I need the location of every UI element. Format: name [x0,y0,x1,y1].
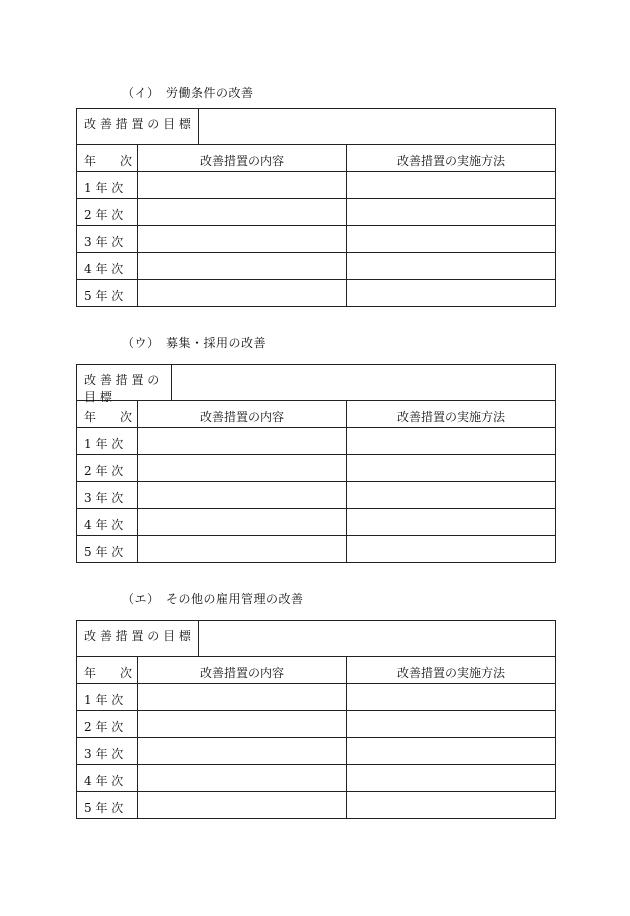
year-label: 2 年 次 [77,199,138,225]
goal-row [77,365,555,404]
table-row [77,764,555,791]
content-cell[interactable] [138,684,347,710]
table-row [77,454,555,481]
table-row [77,737,555,764]
table-row [77,683,555,710]
year-label: 2 年 次 [77,455,138,481]
year-label: 1 年 次 [77,684,138,710]
table-row [77,279,555,306]
method-cell[interactable] [347,765,555,791]
method-cell[interactable] [347,738,555,764]
header-year: 年 次 [77,145,138,171]
method-cell[interactable] [347,455,555,481]
header-method: 改善措置の実施方法 [396,666,505,680]
section-heading-c: （エ） その他の雇用管理の改善 [122,592,304,606]
year-label: 3 年 次 [77,482,138,508]
method-cell[interactable] [347,792,555,818]
method-cell[interactable] [347,509,555,535]
header-year: 年 次 [77,401,138,427]
table-header-row [77,145,555,171]
method-cell[interactable] [347,482,555,508]
year-label: 1 年 次 [77,428,138,454]
content-cell[interactable] [138,711,347,737]
content-cell[interactable] [138,253,347,279]
content-cell[interactable] [138,199,347,225]
section-heading-b: （ウ） 募集・採用の改善 [122,336,267,350]
method-cell[interactable] [347,711,555,737]
method-cell[interactable] [347,536,555,562]
content-cell[interactable] [138,482,347,508]
method-cell[interactable] [347,226,555,252]
year-label: 5 年 次 [77,280,138,306]
section-heading-a: （イ） 労働条件の改善 [122,86,254,100]
table-row [77,252,555,279]
year-label: 4 年 次 [77,509,138,535]
header-method: 改善措置の実施方法 [396,410,505,424]
goal-input-cell[interactable] [199,109,555,144]
content-cell[interactable] [138,509,347,535]
goal-input-cell[interactable] [199,621,555,656]
content-cell[interactable] [138,226,347,252]
header-year: 年 次 [77,657,138,683]
header-content: 改善措置の内容 [138,145,347,171]
year-label: 5 年 次 [77,536,138,562]
plan-table-c [76,620,556,819]
goal-label: 改 善 措 置 の 目 標 [77,109,199,144]
plan-table-a [76,108,556,307]
header-content: 改善措置の内容 [138,657,347,683]
table-row [77,535,555,562]
year-label: 5 年 次 [77,792,138,818]
year-label: 1 年 次 [77,172,138,198]
content-cell[interactable] [138,765,347,791]
year-label: 4 年 次 [77,765,138,791]
table-row [77,508,555,535]
content-cell[interactable] [138,428,347,454]
method-cell[interactable] [347,280,555,306]
content-cell[interactable] [138,280,347,306]
content-cell[interactable] [138,172,347,198]
table-row [77,481,555,508]
table-row [77,427,555,454]
table-row [77,171,555,198]
table-row [77,225,555,252]
table-row [77,198,555,225]
method-cell[interactable] [347,253,555,279]
table-header-row [77,657,555,683]
method-cell[interactable] [347,428,555,454]
year-label: 4 年 次 [77,253,138,279]
header-content: 改善措置の内容 [138,401,347,427]
table-row [77,710,555,737]
goal-label: 改 善 措 置 の 目 標 [77,365,172,400]
method-cell[interactable] [347,199,555,225]
plan-table-b [76,364,556,563]
goal-row [77,621,555,657]
year-label: 2 年 次 [77,711,138,737]
content-cell[interactable] [138,738,347,764]
content-cell[interactable] [138,455,347,481]
content-cell[interactable] [138,792,347,818]
year-label: 3 年 次 [77,226,138,252]
content-cell[interactable] [138,536,347,562]
method-cell[interactable] [347,684,555,710]
method-cell[interactable] [347,172,555,198]
goal-label: 改 善 措 置 の 目 標 [77,621,199,656]
table-header-row [77,401,555,427]
goal-input-cell[interactable] [172,365,555,400]
table-row [77,791,555,818]
year-label: 3 年 次 [77,738,138,764]
goal-row [77,109,555,145]
header-method: 改善措置の実施方法 [396,154,505,168]
